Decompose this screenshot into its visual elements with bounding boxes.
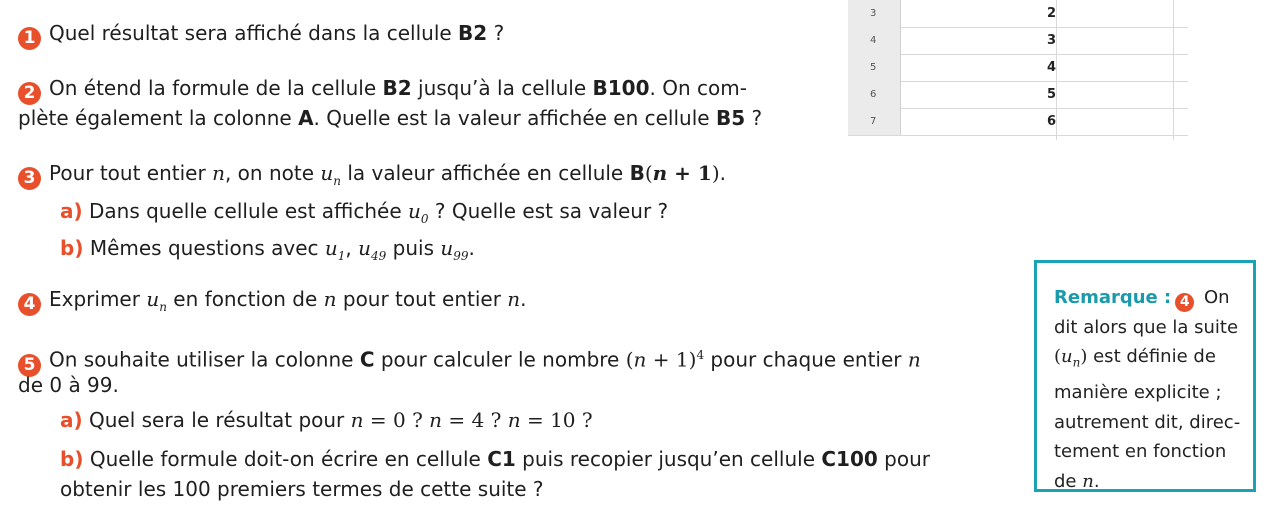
math-var: n [507,287,521,311]
sheet-row[interactable] [848,0,1188,28]
sheet-row[interactable] [848,54,1188,82]
q3-text: Pour tout entier [49,161,213,185]
question-number-badge: 5 [18,354,41,377]
cell-ref: B2 [458,21,488,45]
q2-text: jusqu’à la cellule [411,76,593,100]
math-expr: + 1) [646,347,697,372]
remark-line: manière explicite ; [1054,382,1222,404]
q2-text: plète également la colonne [18,106,299,130]
subquestion-label: a) [60,408,83,432]
q2-text: ? [745,106,763,130]
cell-value[interactable]: 4 [1046,60,1056,75]
math-paren: ( [644,161,653,185]
q3-text: la valeur affichée en cellule [340,161,630,185]
question-number-badge: 1 [18,27,41,50]
question-3b [60,233,475,271]
question-5b-line-1 [60,444,930,474]
row-number: 6 [848,81,901,108]
q4-text: pour tout entier [336,287,508,311]
math-paren: ) [711,161,720,185]
math-var: u [320,161,334,185]
math-subscript: n [333,174,341,188]
q3b-text: puis [386,236,441,260]
q3-text: , on note [224,161,321,185]
sheet-row[interactable] [848,108,1188,136]
spreadsheet-excerpt [848,0,1188,140]
remark-text: . [1093,470,1100,492]
math-var: u [408,199,421,223]
q2-text: On étend la formule de la cellule [49,76,383,100]
math-var: u [440,236,454,260]
q3b-text: Mêmes questions avec [83,236,325,260]
math-term [324,236,346,263]
remark-text: est définie de [1087,346,1216,367]
remark-line [1054,283,1243,313]
math-var: u [1061,346,1073,367]
math-paren: ) [1080,346,1088,367]
math-var: n [652,161,668,185]
math-subscript: 1 [337,249,346,263]
remark-text: de [1054,470,1083,492]
row-number: 4 [848,27,901,54]
math-var: n [633,347,647,372]
math-exponent: 4 [696,348,705,362]
cell-ref: B100 [592,76,650,100]
math-var: u [146,287,160,311]
cell-ref: B [629,161,645,185]
math-var: n [323,287,337,311]
sheet-row[interactable] [848,81,1188,109]
q3b-text: , [345,236,359,260]
math-var: n [907,347,921,372]
math-expr: = 10 ? [520,408,593,432]
question-1 [18,18,504,50]
q5b-text: obtenir les 100 premiers termes de cette suite ? [60,477,544,501]
q5a-text: Quel sera le résultat pour [82,408,351,432]
math-var: n [1082,470,1094,492]
math-var: u [324,236,338,260]
cell-ref: B2 [382,76,412,100]
remark-text: On [1198,287,1230,308]
question-4 [18,284,527,322]
question-2-line-2 [18,103,762,133]
math-expr: = 4 ? [442,408,508,432]
q3-text: . [719,161,726,185]
math-term [408,199,429,226]
cell-value[interactable]: 5 [1046,87,1056,102]
question-number-badge: 4 [1175,293,1194,312]
question-3 [18,158,726,196]
question-3a [60,196,668,234]
math-term [146,287,167,314]
q3a-text: Dans quelle cellule est affichée [82,199,409,223]
math-subscript: 99 [453,249,469,263]
q5-text: pour chaque entier [704,347,908,372]
math-var: n [350,408,364,432]
q5b-text: pour [877,447,930,471]
subquestion-label: a) [60,199,83,223]
math-term [440,236,469,263]
cell-value[interactable]: 6 [1046,114,1056,129]
q4-text: Exprimer [49,287,147,311]
question-5-line-2 [18,370,119,400]
question-2-line-1 [18,73,747,105]
subquestion-label: b) [60,236,84,260]
math-term [320,161,341,188]
question-5-line-1 [18,340,921,377]
math-var: n [212,161,225,185]
remark-title: Remarque : [1054,287,1172,308]
math-subscript: n [159,300,167,314]
math-var: n [429,408,443,432]
column-ref: A [298,106,314,130]
math-subscript: 49 [371,249,387,263]
math-paren: ( [625,347,634,372]
q1-text: Quel résultat sera affiché dans la cellule [49,21,459,45]
q4-text: . [520,287,527,311]
q5-text: pour calculer le nombre [374,347,626,372]
math-term [358,236,387,263]
math-subscript: 0 [420,212,429,226]
remark-line: dit alors que la suite [1054,316,1239,338]
remark-line [1054,467,1243,497]
q3a-text: ? Quelle est sa valeur ? [428,199,669,223]
remark-line: autrement dit, direc- [1054,411,1241,433]
question-number-badge: 4 [18,293,41,316]
remark-box [1034,260,1256,492]
q4-text: en fonction de [166,287,324,311]
question-number-badge: 2 [18,82,41,105]
sheet-row[interactable] [848,27,1188,55]
q2-text: . Quelle est la valeur affichée en cellule [313,106,716,130]
row-number: 3 [848,0,901,27]
math-paren: ( [1054,346,1062,367]
cell-ref: C100 [821,447,878,471]
q3b-text: . [468,236,475,260]
q5-text: de 0 à 99. [18,373,119,397]
math-term [1061,346,1081,370]
q5b-text: puis recopier jusqu’en cellule [515,447,822,471]
q5-text: On souhaite utiliser la colonne [49,347,360,372]
q1-end: ? [487,21,505,45]
cell-ref: B5 [715,106,746,130]
question-number-badge: 3 [18,167,41,190]
q2-text: . On com- [649,76,747,100]
math-expr: = 0 ? [363,408,430,432]
cell-ref: C1 [487,447,516,471]
row-number: 7 [848,108,901,135]
remark-line: tement en fonction [1054,441,1227,463]
subquestion-label: b) [60,447,84,471]
cell-value[interactable]: 3 [1046,33,1056,48]
question-5b-line-2 [60,474,544,504]
q5b-text: Quelle formule doit-on écrire en cellule [83,447,488,471]
math-expr: + 1 [667,161,712,185]
row-number: 5 [848,54,901,81]
question-5a [60,405,593,435]
cell-value[interactable]: 2 [1046,6,1056,21]
remark-line [1054,342,1243,378]
math-var: u [358,236,372,260]
math-subscript: n [1072,355,1081,370]
column-ref: C [359,347,375,372]
math-var: n [507,408,521,432]
